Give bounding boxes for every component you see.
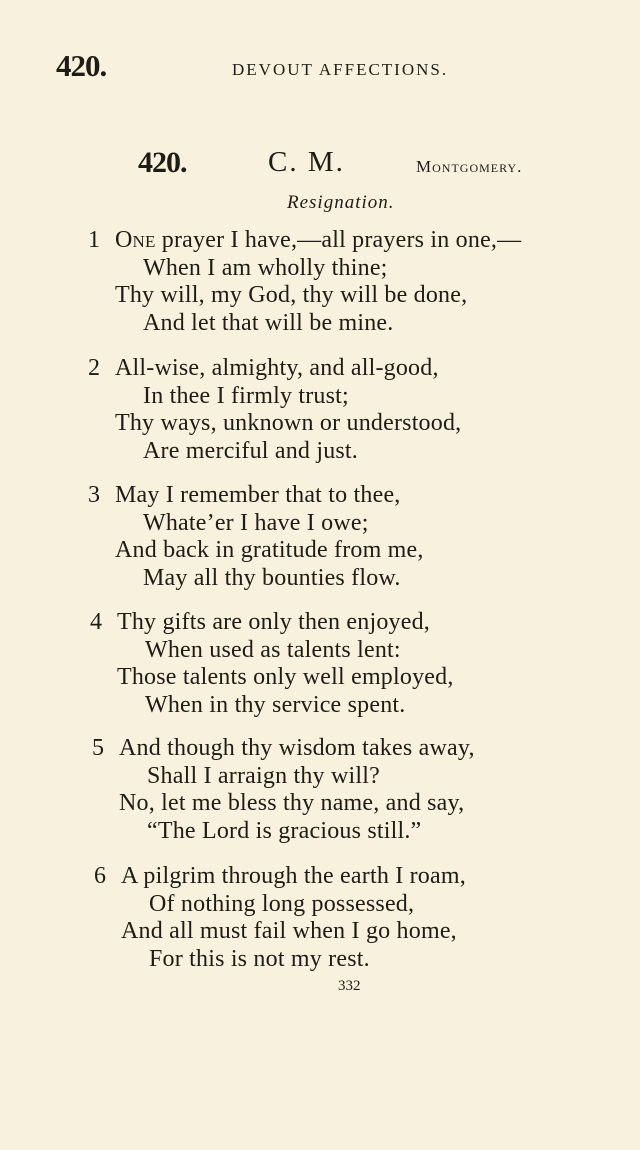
verse-number: 2 bbox=[88, 355, 100, 381]
verse-2 bbox=[88, 355, 618, 465]
verse-line: Those talents only well employed, bbox=[117, 664, 454, 690]
first-word: One bbox=[115, 227, 156, 253]
verse-5 bbox=[92, 735, 622, 845]
verse-line bbox=[115, 227, 618, 255]
verse-line: Of nothing long possessed, bbox=[149, 890, 415, 917]
verse-number: 4 bbox=[90, 609, 102, 635]
hymn-meter: C. M. bbox=[268, 146, 345, 178]
verse-line: When used as talents lent: bbox=[145, 636, 401, 663]
verse-line: For this is not my rest. bbox=[149, 945, 370, 972]
verse-number: 6 bbox=[94, 863, 106, 889]
verse-line: Whate’er I have I owe; bbox=[143, 509, 369, 536]
page-number: 420. bbox=[56, 48, 107, 83]
verse-line: May I remember that to thee, bbox=[115, 482, 401, 508]
page-folio: 332 bbox=[338, 978, 361, 994]
verse-1 bbox=[88, 227, 618, 337]
verse-line: In thee I firmly trust; bbox=[143, 382, 349, 409]
verse-line-rest: prayer I have,—all prayers in one,— bbox=[155, 227, 522, 253]
verse-line: No, let me bless thy name, and say, bbox=[119, 790, 465, 816]
verse-line: All-wise, almighty, and all-good, bbox=[115, 355, 439, 381]
verse-line: Thy ways, unknown or understood, bbox=[115, 410, 462, 436]
verse-line: May all thy bounties flow. bbox=[143, 564, 401, 591]
verse-number: 3 bbox=[88, 482, 100, 508]
verse-line: And all must fail when I go home, bbox=[121, 918, 457, 944]
verse-line: When I am wholly thine; bbox=[143, 254, 388, 281]
verse-line: And back in gratitude from me, bbox=[115, 537, 424, 563]
verse-3 bbox=[88, 482, 618, 592]
verse-line: “The Lord is gracious still.” bbox=[147, 817, 422, 844]
verse-4 bbox=[90, 609, 620, 719]
hymn-author: Montgomery. bbox=[416, 157, 523, 176]
verse-number: 1 bbox=[88, 227, 100, 253]
verse-6 bbox=[94, 863, 624, 973]
verse-line: And though thy wisdom takes away, bbox=[119, 735, 475, 761]
verse-line: When in thy service spent. bbox=[145, 691, 406, 718]
verse-line: Thy gifts are only then enjoyed, bbox=[117, 609, 430, 635]
verse-line: And let that will be mine. bbox=[143, 309, 394, 336]
verse-line: Shall I arraign thy will? bbox=[147, 762, 380, 789]
running-title: DEVOUT AFFECTIONS. bbox=[232, 60, 449, 79]
verse-number: 5 bbox=[92, 735, 104, 761]
verse-line: Thy will, my God, thy will be done, bbox=[115, 282, 468, 308]
verse-line: Are merciful and just. bbox=[143, 437, 358, 464]
hymn-subject: Resignation. bbox=[287, 192, 395, 213]
verse-line: A pilgrim through the earth I roam, bbox=[121, 863, 466, 889]
hymn-number: 420. bbox=[138, 146, 187, 179]
